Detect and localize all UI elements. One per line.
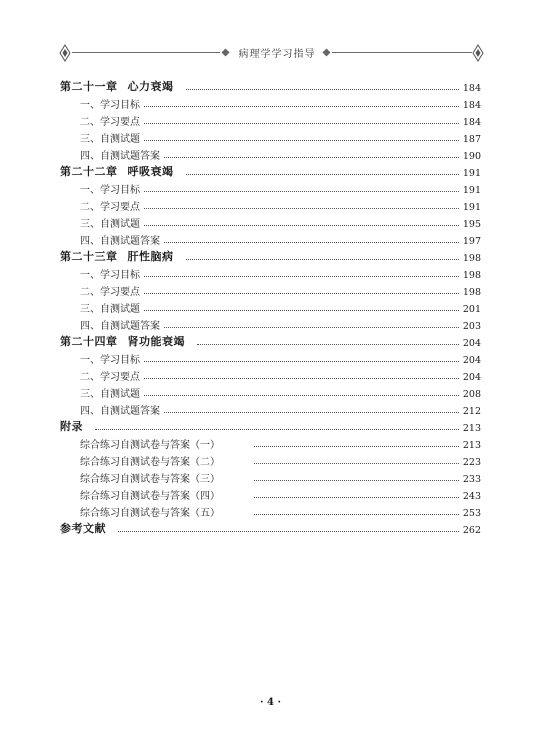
toc-chapter-entry[interactable] (60, 519, 481, 536)
toc-chapter-label (60, 520, 110, 536)
toc-chapter-label (60, 333, 189, 349)
toc-entry-label: 三、自测试题 (80, 304, 140, 315)
header-rule-right (332, 52, 472, 53)
dot-leader (164, 411, 459, 413)
toc-appendix-entry[interactable] (60, 468, 481, 485)
toc-page-number: 201 (462, 304, 481, 315)
chapter-number: 第二十一章 (60, 80, 118, 93)
dot-leader (144, 292, 459, 294)
toc-page-number: 184 (462, 100, 481, 111)
toc-entry-label: 综合练习自测试卷与答案（四） (80, 491, 220, 502)
toc-section-entry[interactable] (60, 128, 481, 145)
toc-chapter-label (60, 248, 178, 264)
toc-section-entry[interactable] (60, 281, 481, 298)
toc-section-entry[interactable] (60, 366, 481, 383)
page-number: · 4 · (260, 697, 281, 708)
toc-chapter-entry[interactable] (60, 417, 481, 434)
toc-section-entry[interactable] (60, 145, 481, 162)
right-ornament-icon (471, 44, 485, 62)
dot-leader (197, 343, 459, 345)
toc-entry-label: 二、学习要点 (80, 117, 140, 128)
dot-leader (254, 496, 459, 498)
toc-entry-label: 四、自测试题答案 (80, 321, 160, 332)
header-rule-left (72, 52, 220, 53)
dot-leader (254, 479, 459, 481)
dot-leader (144, 190, 459, 192)
dot-leader (164, 241, 459, 243)
toc-entry-label: 综合练习自测试卷与答案（五） (80, 508, 220, 519)
toc-chapter-entry[interactable] (60, 247, 481, 264)
toc-entry-label: 四、自测试题答案 (80, 406, 160, 417)
toc-chapter-entry[interactable] (60, 162, 481, 179)
toc-entry-label: 综合练习自测试卷与答案（一） (80, 440, 220, 451)
toc-chapter-label (60, 163, 178, 179)
toc-entry-label: 四、自测试题答案 (80, 236, 160, 247)
chapter-number: 第二十三章 (60, 250, 118, 263)
toc-appendix-entry[interactable] (60, 434, 481, 451)
dot-leader (144, 207, 459, 209)
toc-page-number: 204 (462, 372, 481, 383)
toc-page-number: 212 (462, 406, 481, 417)
chapter-number: 附录 (60, 420, 83, 433)
toc-entry-label: 四、自测试题答案 (80, 151, 160, 162)
dot-leader (254, 513, 459, 515)
toc-page-number: 197 (462, 236, 481, 247)
toc-entry-label: 一、学习目标 (80, 355, 140, 366)
toc-section-entry[interactable] (60, 213, 481, 230)
toc-chapter-label (60, 78, 178, 94)
chapter-number: 参考文献 (60, 522, 106, 535)
dot-leader (254, 445, 459, 447)
toc-section-entry[interactable] (60, 383, 481, 400)
toc-page-number: 262 (462, 525, 481, 536)
toc-entry-label: 二、学习要点 (80, 372, 140, 383)
dot-leader (144, 360, 459, 362)
dot-leader (95, 428, 459, 430)
toc-page-number: 184 (462, 117, 481, 128)
toc-entry-label: 一、学习目标 (80, 270, 140, 281)
chapter-title: 呼吸衰竭 (127, 165, 174, 178)
toc-page-number: 198 (462, 253, 481, 264)
diamond-icon (322, 48, 331, 57)
dot-leader (144, 309, 459, 311)
table-of-contents (60, 77, 481, 536)
toc-page-number: 213 (462, 423, 481, 434)
chapter-number: 第二十二章 (60, 165, 118, 178)
toc-page-number: 253 (462, 508, 481, 519)
chapter-title: 肝性脑病 (127, 250, 174, 263)
running-header-title: 病理学学习指导 (238, 49, 316, 60)
dot-leader (254, 462, 459, 464)
dot-leader (118, 530, 459, 532)
dot-leader (186, 173, 459, 175)
dot-leader (144, 377, 459, 379)
chapter-number: 第二十四章 (60, 335, 118, 348)
toc-entry-label: 三、自测试题 (80, 219, 140, 230)
toc-page-number: 198 (462, 270, 481, 281)
toc-page-number: 233 (462, 474, 481, 485)
chapter-title: 心力衰竭 (127, 80, 174, 93)
toc-entry-label: 三、自测试题 (80, 389, 140, 400)
toc-page-number: 208 (462, 389, 481, 400)
toc-page-number: 204 (462, 355, 481, 366)
toc-section-entry[interactable] (60, 230, 481, 247)
toc-section-entry[interactable] (60, 298, 481, 315)
dot-leader (144, 394, 459, 396)
chapter-title: 肾功能衰竭 (127, 335, 185, 348)
dot-leader (144, 105, 459, 107)
toc-appendix-entry[interactable] (60, 451, 481, 468)
toc-page-number: 204 (462, 338, 481, 349)
running-header (58, 44, 483, 62)
dot-leader (144, 224, 459, 226)
toc-chapter-entry[interactable] (60, 77, 481, 94)
toc-section-entry[interactable] (60, 94, 481, 111)
toc-chapter-entry[interactable] (60, 332, 481, 349)
toc-chapter-label (60, 418, 87, 434)
toc-section-entry[interactable] (60, 264, 481, 281)
toc-page-number: 191 (462, 185, 481, 196)
toc-page-number: 243 (462, 491, 481, 502)
left-ornament-icon (58, 44, 72, 62)
toc-page-number: 223 (462, 457, 481, 468)
toc-page-number: 191 (462, 202, 481, 213)
toc-section-entry[interactable] (60, 196, 481, 213)
toc-entry-label: 综合练习自测试卷与答案（二） (80, 457, 220, 468)
toc-section-entry[interactable] (60, 111, 481, 128)
toc-entry-label: 三、自测试题 (80, 134, 140, 145)
toc-section-entry[interactable] (60, 400, 481, 417)
toc-entry-label: 综合练习自测试卷与答案（三） (80, 474, 220, 485)
toc-page-number: 187 (462, 134, 481, 145)
toc-section-entry[interactable] (60, 179, 481, 196)
toc-entry-label: 一、学习目标 (80, 100, 140, 111)
toc-page-number: 203 (462, 321, 481, 332)
toc-appendix-entry[interactable] (60, 485, 481, 502)
dot-leader (144, 139, 459, 141)
dot-leader (164, 326, 459, 328)
toc-appendix-entry[interactable] (60, 502, 481, 519)
toc-page-number: 195 (462, 219, 481, 230)
toc-page-number: 198 (462, 287, 481, 298)
toc-section-entry[interactable] (60, 315, 481, 332)
dot-leader (186, 88, 459, 90)
toc-section-entry[interactable] (60, 349, 481, 366)
toc-page-number: 190 (462, 151, 481, 162)
toc-entry-label: 二、学习要点 (80, 202, 140, 213)
toc-entry-label: 一、学习目标 (80, 185, 140, 196)
toc-page-number: 213 (462, 440, 481, 451)
dot-leader (144, 275, 459, 277)
diamond-icon (221, 48, 230, 57)
toc-page-number: 191 (462, 168, 481, 179)
toc-page-number: 184 (462, 83, 481, 94)
dot-leader (144, 122, 459, 124)
dot-leader (164, 156, 459, 158)
toc-entry-label: 二、学习要点 (80, 287, 140, 298)
dot-leader (186, 258, 459, 260)
